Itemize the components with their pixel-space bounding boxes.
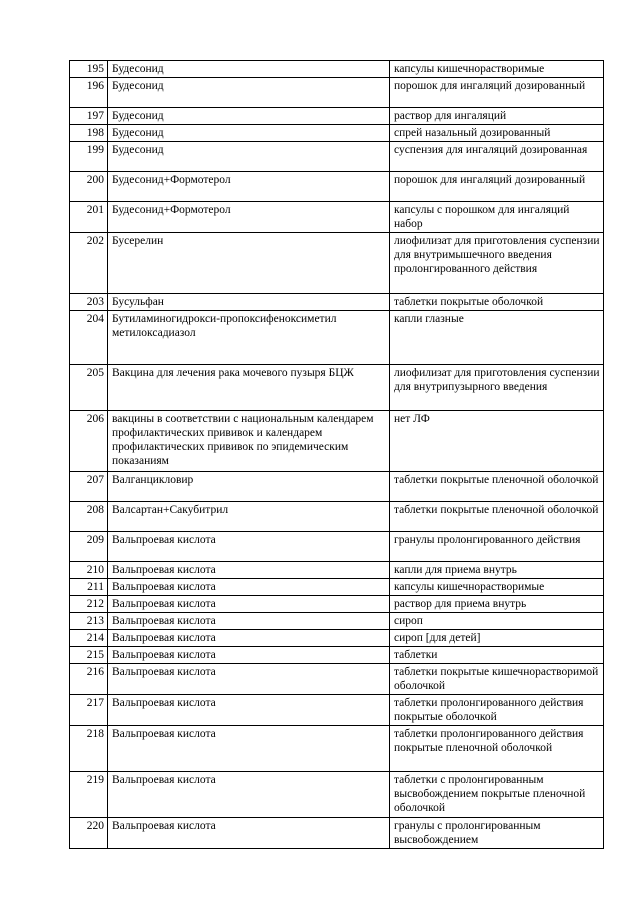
dosage-form: спрей назальный дозированный — [390, 125, 604, 142]
table-row — [70, 562, 604, 579]
dosage-form: капли для приема внутрь — [390, 562, 604, 579]
row-number: 198 — [70, 125, 108, 142]
row-number: 207 — [70, 472, 108, 502]
drug-name: Будесонид — [108, 78, 390, 108]
row-number: 200 — [70, 172, 108, 202]
table-row — [70, 596, 604, 613]
dosage-form: таблетки пролонгированного действия покрытые оболочкой — [390, 695, 604, 726]
table-row — [70, 365, 604, 411]
table-row — [70, 579, 604, 596]
dosage-form: таблетки с пролонгированным высвобождением покрытые пленочной оболочкой — [390, 772, 604, 818]
drug-name: Бусульфан — [108, 294, 390, 311]
drug-name: Вальпроевая кислота — [108, 562, 390, 579]
dosage-form: нет ЛФ — [390, 411, 604, 472]
drug-name: Вальпроевая кислота — [108, 664, 390, 695]
dosage-form: капли глазные — [390, 311, 604, 365]
row-number: 217 — [70, 695, 108, 726]
drug-name: Будесонид+Формотерол — [108, 202, 390, 233]
drug-table — [69, 60, 604, 849]
drug-name: Будесонид — [108, 61, 390, 78]
row-number: 199 — [70, 142, 108, 172]
table-row — [70, 142, 604, 172]
row-number: 209 — [70, 532, 108, 562]
dosage-form: капсулы кишечнорастворимые — [390, 579, 604, 596]
row-number: 213 — [70, 613, 108, 630]
row-number: 218 — [70, 726, 108, 772]
drug-name: Вальпроевая кислота — [108, 532, 390, 562]
row-number: 197 — [70, 108, 108, 125]
drug-name: Вальпроевая кислота — [108, 647, 390, 664]
drug-name: Вальпроевая кислота — [108, 772, 390, 818]
table-row — [70, 695, 604, 726]
table-row — [70, 411, 604, 472]
dosage-form: таблетки пролонгированного действия покрытые пленочной оболочкой — [390, 726, 604, 772]
drug-name: Вакцина для лечения рака мочевого пузыря БЦЖ — [108, 365, 390, 411]
drug-name: Вальпроевая кислота — [108, 726, 390, 772]
row-number: 210 — [70, 562, 108, 579]
drug-name: Бусерелин — [108, 233, 390, 294]
row-number: 211 — [70, 579, 108, 596]
table-row — [70, 630, 604, 647]
row-number: 220 — [70, 818, 108, 849]
drug-name: Валсартан+Сакубитрил — [108, 502, 390, 532]
dosage-form: гранулы с пролонгированным высвобождением — [390, 818, 604, 849]
drug-name: Будесонид — [108, 142, 390, 172]
dosage-form: таблетки покрытые кишечнорастворимой оболочкой — [390, 664, 604, 695]
table-row — [70, 818, 604, 849]
dosage-form: сироп [для детей] — [390, 630, 604, 647]
dosage-form: капсулы с порошком для ингаляций набор — [390, 202, 604, 233]
dosage-form: лиофилизат для приготовления суспензии для внутримышечного введения пролонгированного действия — [390, 233, 604, 294]
drug-name: Вальпроевая кислота — [108, 579, 390, 596]
dosage-form: лиофилизат для приготовления суспензии для внутрипузырного введения — [390, 365, 604, 411]
table-row — [70, 726, 604, 772]
dosage-form: таблетки покрытые оболочкой — [390, 294, 604, 311]
drug-name: вакцины в соответствии с национальным календарем профилактических прививок и календарем профилактических прививок по эпидемическим показаниям — [108, 411, 390, 472]
row-number: 216 — [70, 664, 108, 695]
row-number: 208 — [70, 502, 108, 532]
table-row — [70, 613, 604, 630]
row-number: 219 — [70, 772, 108, 818]
table-row — [70, 294, 604, 311]
dosage-form: раствор для приема внутрь — [390, 596, 604, 613]
drug-name: Будесонид+Формотерол — [108, 172, 390, 202]
dosage-form: таблетки — [390, 647, 604, 664]
table-row — [70, 647, 604, 664]
row-number: 195 — [70, 61, 108, 78]
dosage-form: суспензия для ингаляций дозированная — [390, 142, 604, 172]
dosage-form: таблетки покрытые пленочной оболочкой — [390, 502, 604, 532]
drug-name: Бутиламиногидрокси-пропоксифеноксиметил метилоксадиазол — [108, 311, 390, 365]
drug-table-body — [70, 61, 604, 849]
row-number: 212 — [70, 596, 108, 613]
table-row — [70, 532, 604, 562]
drug-name: Будесонид — [108, 125, 390, 142]
table-row — [70, 233, 604, 294]
row-number: 215 — [70, 647, 108, 664]
row-number: 202 — [70, 233, 108, 294]
drug-name: Вальпроевая кислота — [108, 630, 390, 647]
drug-name: Вальпроевая кислота — [108, 596, 390, 613]
table-row — [70, 125, 604, 142]
table-row — [70, 202, 604, 233]
drug-name: Валганцикловир — [108, 472, 390, 502]
table-row — [70, 172, 604, 202]
table-row — [70, 61, 604, 78]
dosage-form: сироп — [390, 613, 604, 630]
row-number: 206 — [70, 411, 108, 472]
row-number: 203 — [70, 294, 108, 311]
row-number: 204 — [70, 311, 108, 365]
drug-name: Вальпроевая кислота — [108, 613, 390, 630]
row-number: 196 — [70, 78, 108, 108]
table-row — [70, 772, 604, 818]
table-row — [70, 108, 604, 125]
dosage-form: таблетки покрытые пленочной оболочкой — [390, 472, 604, 502]
dosage-form: раствор для ингаляций — [390, 108, 604, 125]
dosage-form: порошок для ингаляций дозированный — [390, 78, 604, 108]
drug-name: Будесонид — [108, 108, 390, 125]
row-number: 214 — [70, 630, 108, 647]
dosage-form: капсулы кишечнорастворимые — [390, 61, 604, 78]
table-row — [70, 78, 604, 108]
row-number: 201 — [70, 202, 108, 233]
row-number: 205 — [70, 365, 108, 411]
drug-name: Вальпроевая кислота — [108, 818, 390, 849]
table-row — [70, 311, 604, 365]
table-row — [70, 472, 604, 502]
dosage-form: порошок для ингаляций дозированный — [390, 172, 604, 202]
drug-name: Вальпроевая кислота — [108, 695, 390, 726]
table-row — [70, 502, 604, 532]
dosage-form: гранулы пролонгированного действия — [390, 532, 604, 562]
table-row — [70, 664, 604, 695]
